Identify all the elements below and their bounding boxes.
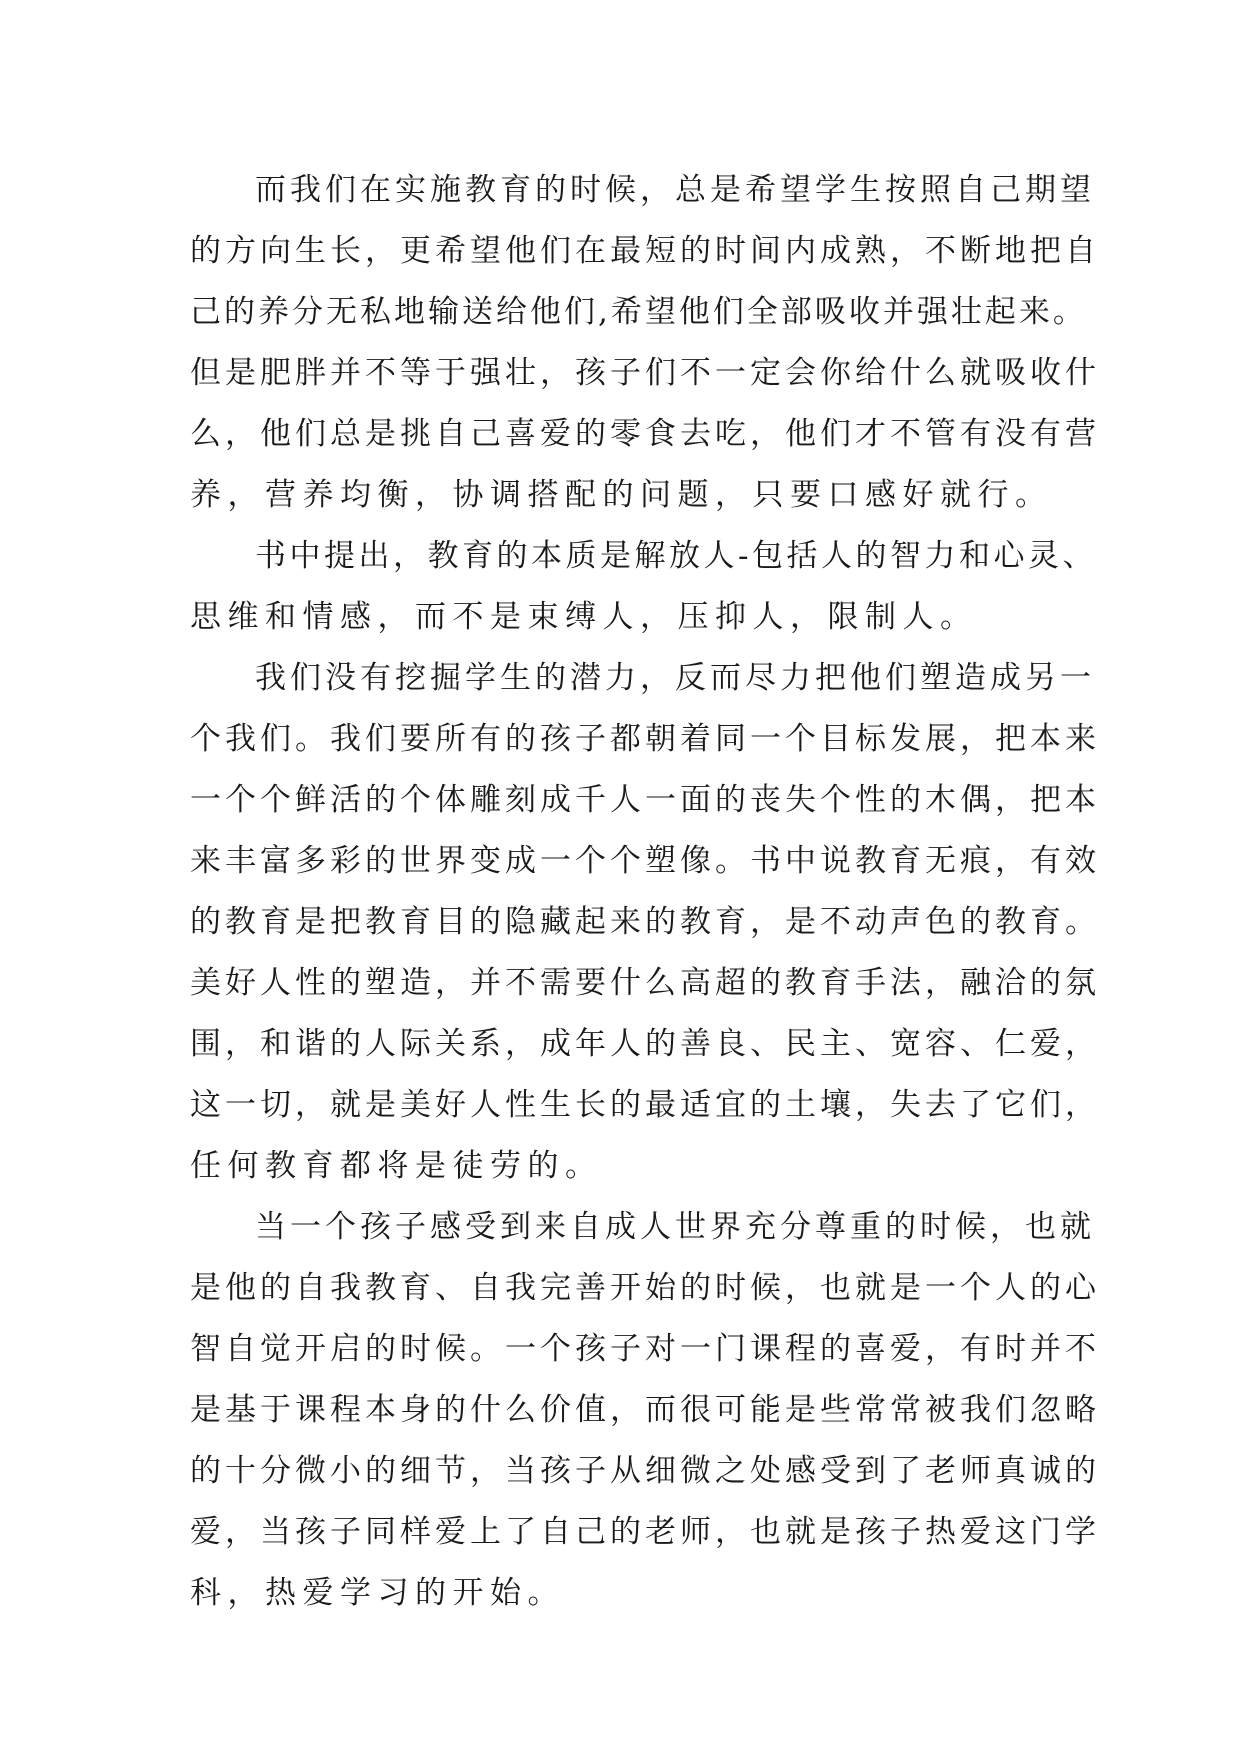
- text-line: 么，他们总是挑自己喜爱的零食去吃，他们才不管有没有营: [190, 416, 1100, 452]
- text-line: 思维和情感，而不是束缚人，压抑人，限制人。: [190, 599, 978, 635]
- text-line: 这一切，就是美好人性生长的最适宜的土壤，失去了它们，: [190, 1087, 1100, 1123]
- text-line: 的教育是把教育目的隐藏起来的教育，是不动声色的教育。: [190, 904, 1100, 940]
- text-line: 当一个孩子感受到来自成人世界充分尊重的时候，也就: [255, 1209, 1095, 1245]
- text-line: 是他的自我教育、自我完善开始的时候，也就是一个人的心: [190, 1270, 1100, 1306]
- text-line: 个我们。我们要所有的孩子都朝着同一个目标发展，把本来: [190, 721, 1100, 757]
- text-line: 智自觉开启的时候。一个孩子对一门课程的喜爱，有时并不: [190, 1331, 1100, 1367]
- text-line: 爱，当孩子同样爱上了自己的老师，也就是孩子热爱这门学: [190, 1514, 1100, 1550]
- text-line: 的十分微小的细节，当孩子从细微之处感受到了老师真诚的: [190, 1453, 1100, 1489]
- text-line: 书中提出，教育的本质是解放人-包括人的智力和心灵、: [255, 538, 1097, 574]
- text-line: 是基于课程本身的什么价值，而很可能是些常常被我们忽略: [190, 1392, 1100, 1428]
- text-line: 己的养分无私地输送给他们,希望他们全部吸收并强壮起来。: [190, 294, 1087, 330]
- text-line: 而我们在实施教育的时候，总是希望学生按照自己期望: [255, 172, 1095, 208]
- text-line: 任何教育都将是徒劳的。: [190, 1148, 603, 1184]
- text-line: 我们没有挖掘学生的潜力，反而尽力把他们塑造成另一: [255, 660, 1095, 696]
- text-line: 一个个鲜活的个体雕刻成千人一面的丧失个性的木偶，把本: [190, 782, 1100, 818]
- text-line: 养，营养均衡，协调搭配的问题，只要口感好就行。: [190, 477, 1053, 513]
- text-line: 围，和谐的人际关系，成年人的善良、民主、宽容、仁爱，: [190, 1026, 1100, 1062]
- text-line: 来丰富多彩的世界变成一个个塑像。书中说教育无痕，有效: [190, 843, 1100, 879]
- text-line: 的方向生长，更希望他们在最短的时间内成熟，不断地把自: [190, 233, 1100, 269]
- text-line: 美好人性的塑造，并不需要什么高超的教育手法，融洽的氛: [190, 965, 1100, 1001]
- text-line: 科，热爱学习的开始。: [190, 1575, 565, 1611]
- text-line: 但是肥胖并不等于强壮，孩子们不一定会你给什么就吸收什: [190, 355, 1100, 391]
